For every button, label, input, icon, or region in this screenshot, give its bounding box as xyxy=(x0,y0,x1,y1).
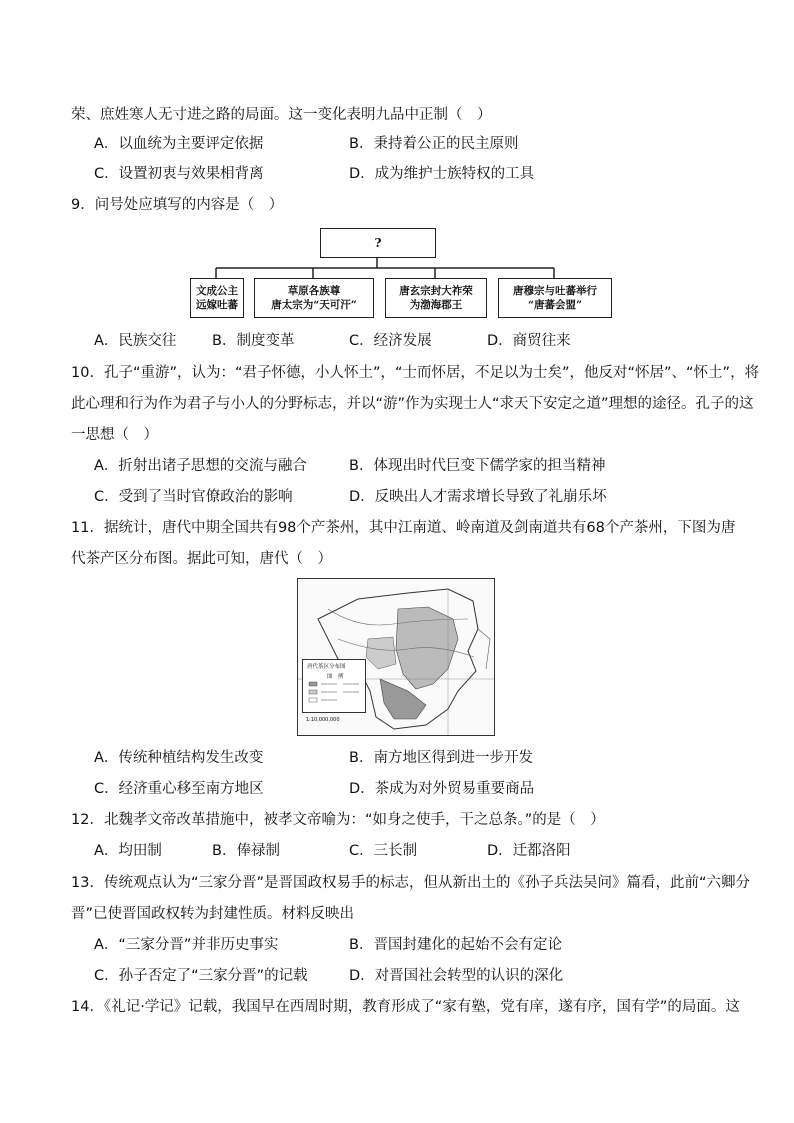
q14-stem: 14．《礼记·学记》记载，我国早在西周时期，教育形成了“家有塾，党有庠，遂有序，国有学”的局面。这 xyxy=(71,999,740,1015)
map-legend xyxy=(302,659,366,713)
diagram-top-label: ? xyxy=(374,236,382,250)
q8-option-d: D．成为维护士族特权的工具 xyxy=(349,166,535,182)
diagram-top-box xyxy=(320,228,436,258)
diagram-box-1-line-2: 远嫁吐蕃 xyxy=(196,299,238,311)
diagram-box-1-line-1: 文成公主 xyxy=(196,285,238,297)
diagram-box-4 xyxy=(498,278,612,318)
q9-option-a: A．民族交往 xyxy=(94,333,177,349)
q13-option-a: A．“三家分晋”并非历史事实 xyxy=(94,937,279,953)
tea-region-map xyxy=(297,578,495,736)
q11-option-a: A．传统种植结构发生改变 xyxy=(94,750,264,766)
q10-option-c: C．受到了当时官僚政治的影响 xyxy=(94,489,293,505)
diagram-box-2-line-2: 唐太宗为“天可汗” xyxy=(271,299,357,311)
diagram-box-1 xyxy=(190,278,244,318)
q11-option-b: B．南方地区得到进一步开发 xyxy=(349,750,533,766)
q13-option-d: D．对晋国社会转型的认识的深化 xyxy=(349,968,564,984)
diagram-box-3 xyxy=(385,278,487,318)
q11-stem-line-1: 11．据统计，唐代中期全国共有98个产茶州，其中江南道、岭南道及剑南道共有68个产茶州，下图为唐 xyxy=(71,520,736,536)
q12-option-d: D．迁都洛阳 xyxy=(487,843,571,859)
diagram-box-2-line-1: 草原各族尊 xyxy=(287,285,341,297)
q9-diagram xyxy=(190,228,610,320)
q8-option-b: B．秉持着公正的民主原则 xyxy=(349,136,519,152)
diagram-box-2 xyxy=(254,278,374,318)
q12-option-c: C．三长制 xyxy=(349,843,418,859)
diagram-box-3-line-1: 唐玄宗封大祚荣 xyxy=(399,285,473,297)
q13-option-c: C．孙子否定了“三家分晋”的记载 xyxy=(94,968,308,984)
q9-option-d: D．商贸往来 xyxy=(487,333,571,349)
q8-stem-tail: 荣、庶姓寒人无寸进之路的局面。这一变化表明九品中正制（ ） xyxy=(71,107,492,123)
diagram-box-4-line-1: 唐穆宗与吐蕃举行 xyxy=(513,285,597,297)
q10-option-d: D．反映出人才需求增长导致了礼崩乐坏 xyxy=(349,489,607,505)
legend-symbols xyxy=(303,660,365,712)
q13-option-b: B．晋国封建化的起始不会有定论 xyxy=(349,937,562,953)
q9-option-c: C．经济发展 xyxy=(349,333,432,349)
q10-stem-line-3: 一思想（ ） xyxy=(71,427,158,443)
q11-option-d: D．茶成为对外贸易重要商品 xyxy=(349,781,535,797)
q8-option-a: A．以血统为主要评定依据 xyxy=(94,136,264,152)
q13-stem-line-1: 13．传统观点认为“三家分晋”是晋国政权易手的标志，但从新出土的《孙子兵法吴问》篇看，此前“六卿分 xyxy=(71,875,750,891)
map-legend-title: 唐代茶区分布图 xyxy=(307,664,346,670)
map-scale: 1:10,000,000 xyxy=(306,717,340,723)
q13-stem-line-2: 晋”已使晋国政权转为封建性质。材料反映出 xyxy=(71,906,355,922)
q10-stem-line-2: 此心理和行为作为君子与小人的分野标志，并以“游”作为实现士人“求天下安定之道”理想的途径。孔子的这 xyxy=(71,396,754,412)
diagram-box-3-line-2: 为渤海郡王 xyxy=(409,299,463,311)
q8-option-c: C．设置初衷与效果相背离 xyxy=(94,166,264,182)
q10-stem-line-1: 10．孔子“重游”，认为：“君子怀德，小人怀土”，“士而怀居，不足以为士矣”，他反对“怀居”、“怀土”，将 xyxy=(71,365,760,381)
q9-option-b: B．制度变革 xyxy=(212,333,295,349)
map-legend-heading: 图 例 xyxy=(327,674,344,680)
diagram-box-4-line-2: “唐蕃会盟” xyxy=(527,299,583,311)
q12-option-a: A．均田制 xyxy=(94,843,162,859)
q12-stem: 12．北魏孝文帝改革措施中，被孝文帝喻为：“如身之使手，干之总条。”的是（ ） xyxy=(71,812,605,828)
q11-stem-line-2: 代茶产区分布图。据此可知，唐代（ ） xyxy=(71,551,332,567)
q9-stem: 9．问号处应填写的内容是（ ） xyxy=(71,197,284,213)
q10-option-a: A．折射出诸子思想的交流与融合 xyxy=(94,458,307,474)
q11-option-c: C．经济重心移至南方地区 xyxy=(94,781,264,797)
q10-option-b: B．体现出时代巨变下儒学家的担当精神 xyxy=(349,458,606,474)
q12-option-b: B．俸禄制 xyxy=(212,843,280,859)
